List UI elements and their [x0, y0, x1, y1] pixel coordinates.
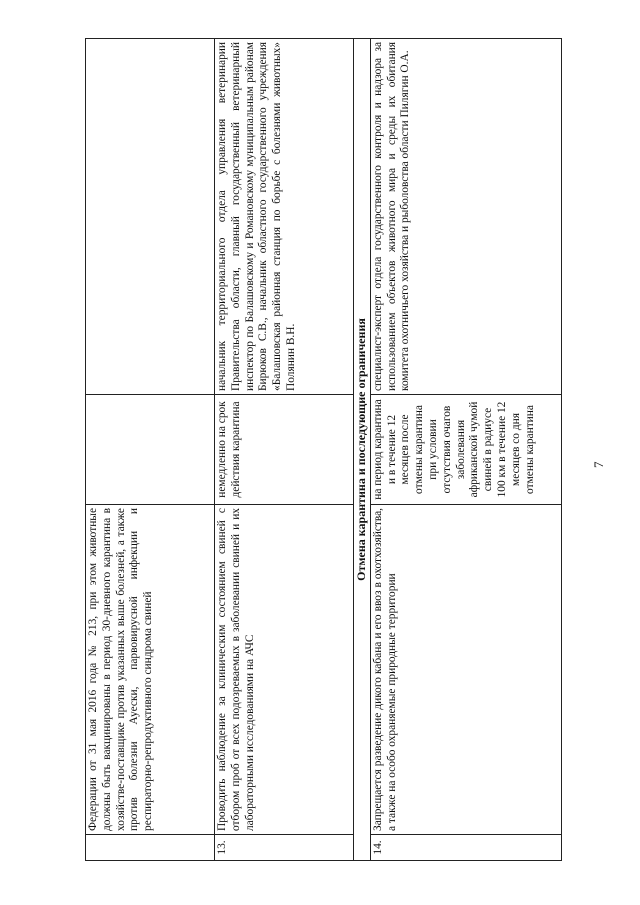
responsible-cell — [86, 39, 215, 395]
section-title: Отмена карантина и последующие ограничения — [354, 39, 371, 861]
period-cell — [86, 395, 215, 505]
page-number: 7 — [591, 461, 606, 468]
table-row — [215, 39, 354, 861]
responsible-cell: специалист-эксперт отдела государственного контроля и надзора за использованием объектов животного мира и среды их обитания комитета охотничьего хозяйства и рыболовства области Пилягин О.А. — [370, 39, 561, 395]
table-row — [86, 39, 215, 861]
row-number: 14. — [370, 835, 561, 861]
row-number — [86, 835, 215, 861]
row-number: 13. — [215, 835, 354, 861]
table-row — [370, 39, 561, 861]
period-cell: немедленно на срок действия карантина — [215, 395, 354, 505]
measure-cell: Запрещается разведение дикого кабана и его ввоз в охотхозяйства, а также на особо охраняемые природные территории — [370, 505, 561, 835]
measures-table — [85, 38, 562, 861]
measure-cell: Федерации от 31 мая 2016 года № 213, при этом животные должны быть вакцинированы в период 30-дневного карантина в хозяйстве-поставщике против указанных выше болезней, а также против болезни Ауески, парвовирусной инфекции и респираторно-репродуктивного синдрома свиней — [86, 505, 215, 835]
section-header-row — [354, 39, 371, 861]
period-cell: на период карантина и в течение 12 месяцев после отмены карантина при условии отсутствия очагов заболевания африканской чумой свиней в радиусе 100 км в течение 12 месяцев со дня отмены карантина — [370, 395, 561, 505]
measure-cell: Проводить наблюдение за клиническим состоянием свиней с отбором проб от всех подозреваемых в заболевании свиней и их лабораторными исследованиями на АЧС — [215, 505, 354, 835]
responsible-cell: начальник территориального отдела управления ветеринарии Правительства области, главный государственный ветеринарный инспектор по Балашовскому и Романовскому муниципальным районам Бирюков С.В., начальник областного государственного учреждения «Балашовская районная станция по борьбе с болезнями животных» Полянин В.Н. — [215, 39, 354, 395]
